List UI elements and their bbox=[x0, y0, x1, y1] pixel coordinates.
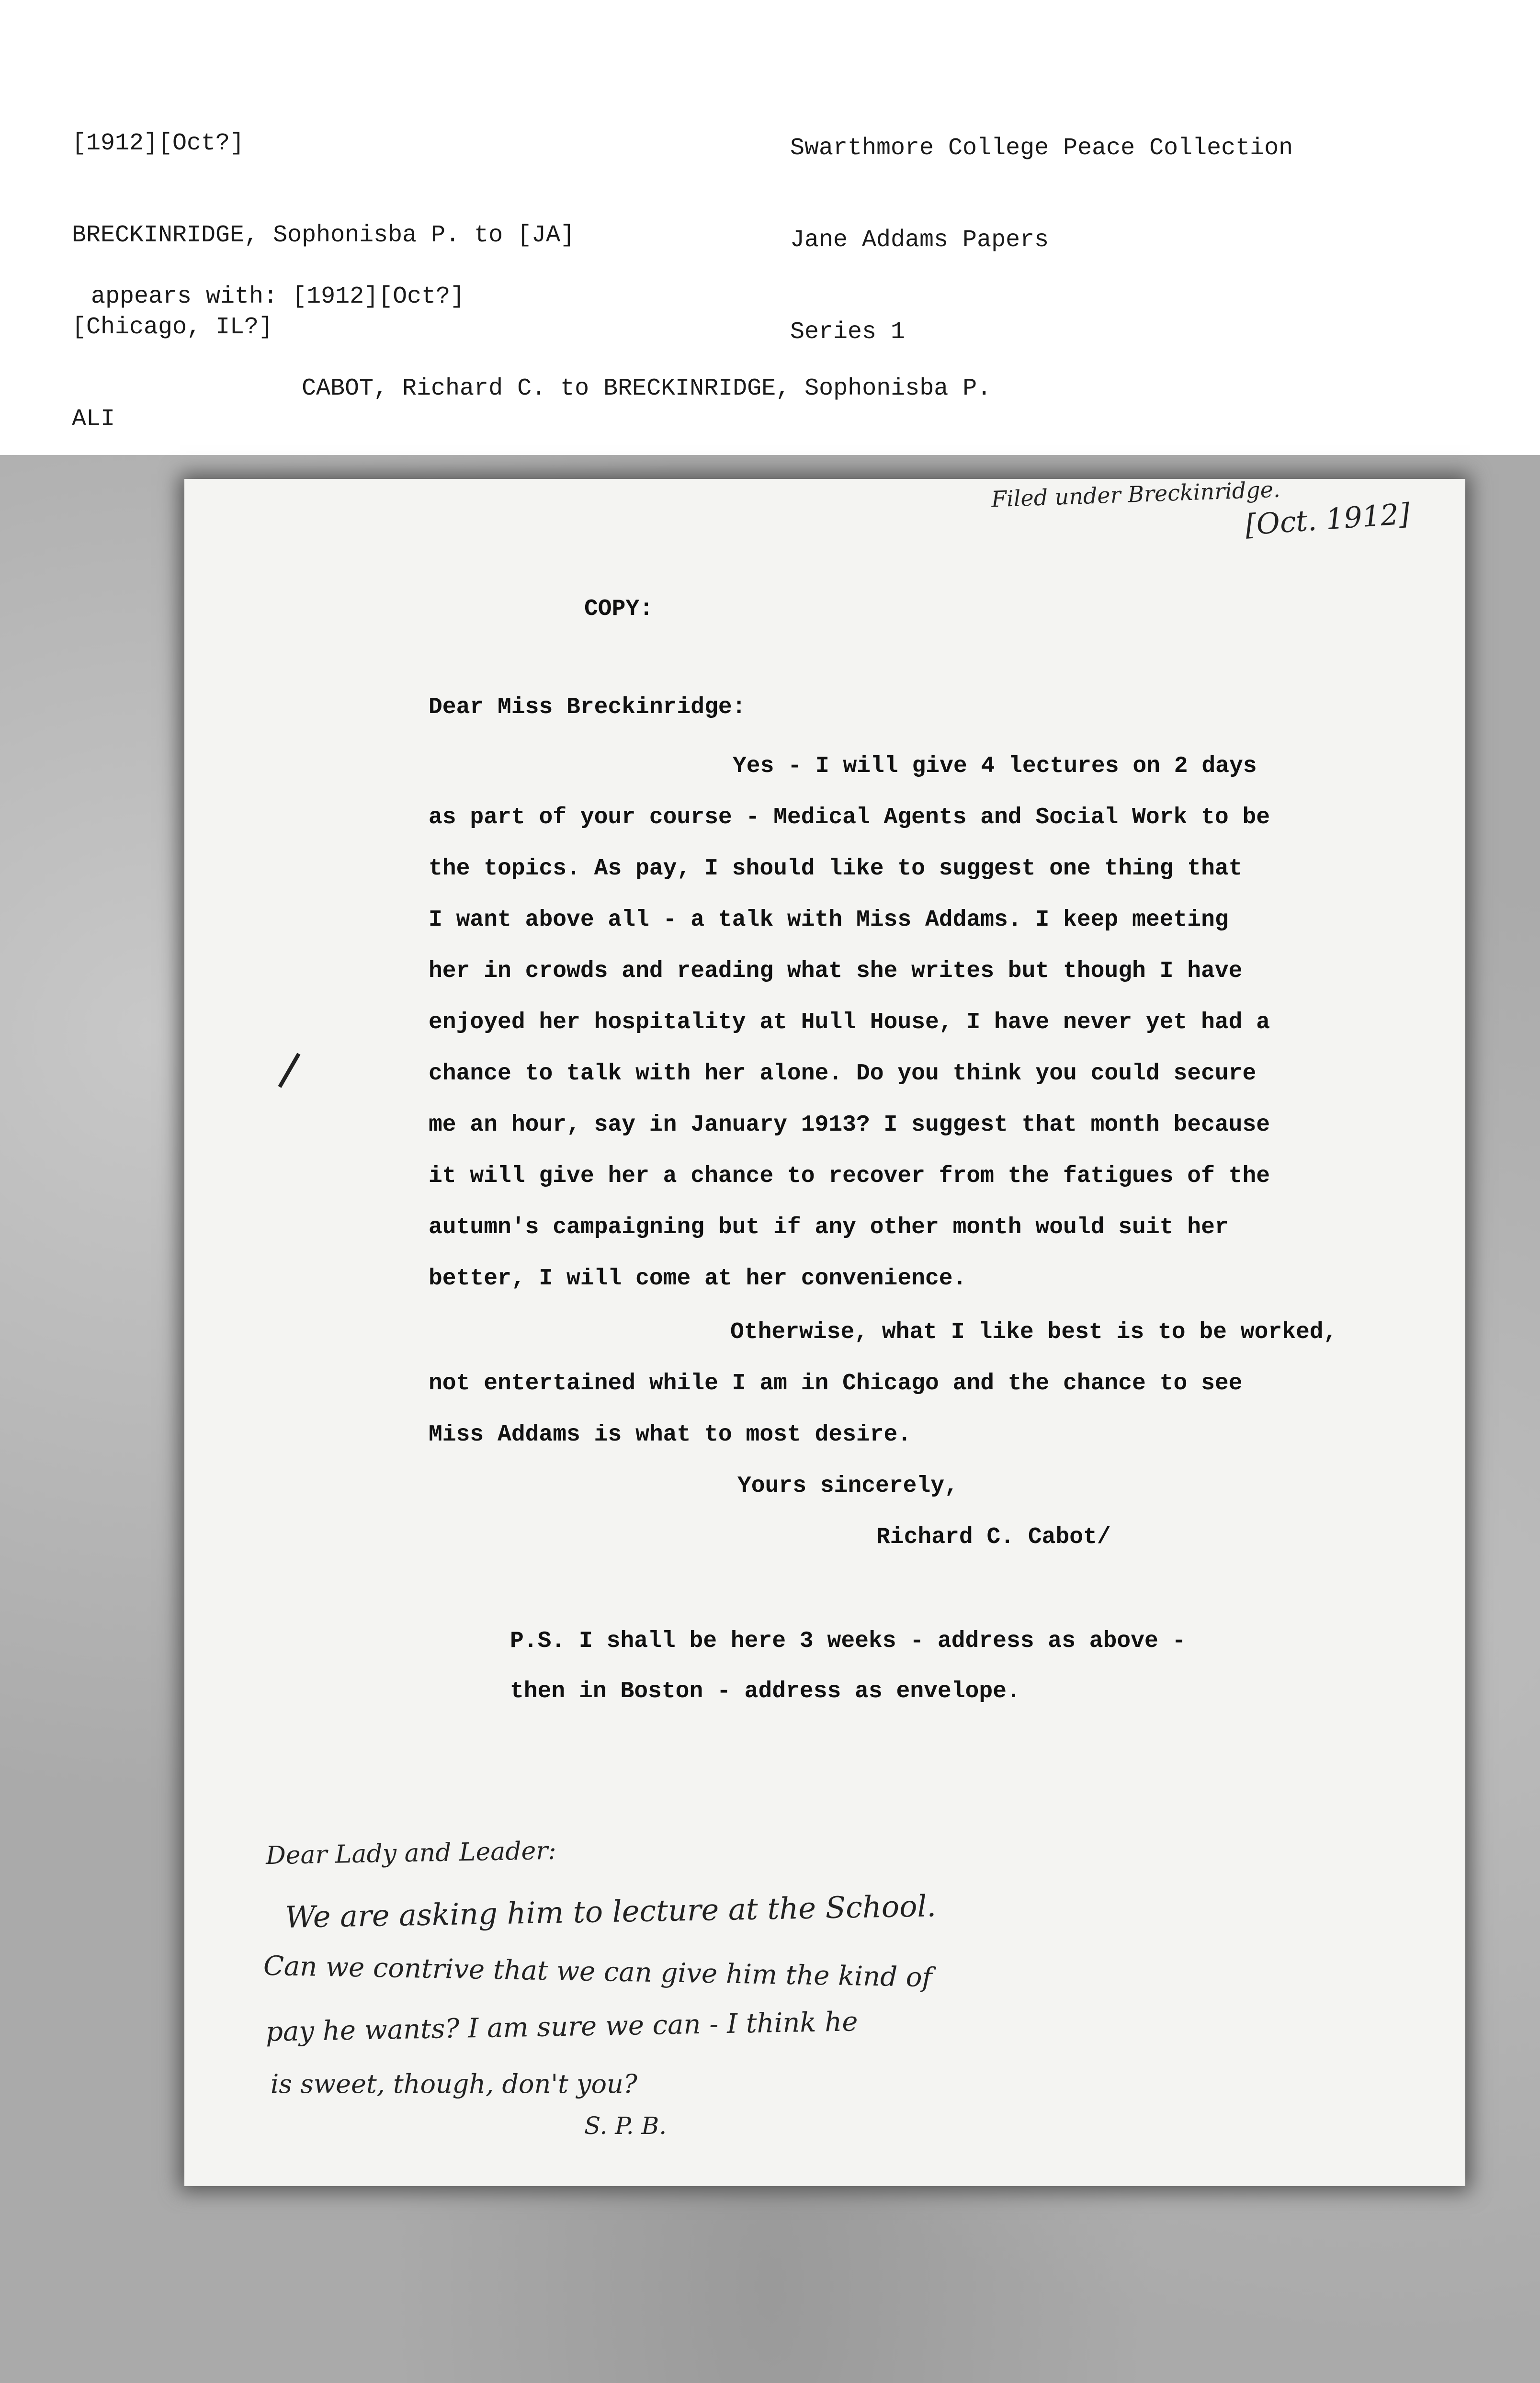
papers-name: Jane Addams Papers bbox=[790, 227, 1049, 254]
letter-line: her in crowds and reading what she writes but though I have bbox=[429, 958, 1243, 984]
letter-line: the topics. As pay, I should like to suggest one thing that bbox=[429, 856, 1243, 882]
series-name: Series 1 bbox=[790, 318, 906, 346]
item-correspondents: BRECKINRIDGE, Sophonisba P. to [JA] bbox=[72, 222, 575, 249]
date-annotation: [Oct. 1912] bbox=[1244, 497, 1411, 542]
item-place: [Chicago, IL?] bbox=[72, 314, 273, 341]
letter-line: Yes - I will give 4 lectures on 2 days bbox=[733, 753, 1257, 779]
letter-line: not entertained while I am in Chicago and the chance to see bbox=[429, 1371, 1243, 1396]
handwritten-line: pay he wants? I am sure we can - I think he bbox=[265, 2006, 858, 2048]
letter-line: me an hour, say in January 1913? I suggest that month because bbox=[429, 1112, 1270, 1138]
appears-correspondents: CABOT, Richard C. to BRECKINRIDGE, Sophonisba P. bbox=[302, 375, 992, 402]
letter-salutation: Dear Miss Breckinridge: bbox=[429, 694, 746, 720]
handwritten-line: is sweet, though, don't you? bbox=[271, 2069, 637, 2099]
letter-line: enjoyed her hospitality at Hull House, I have never yet had a bbox=[429, 1010, 1270, 1035]
letter-line: it will give her a chance to recover from the fatigues of the bbox=[429, 1163, 1270, 1189]
letter-line: Miss Addams is what to most desire. bbox=[429, 1422, 912, 1448]
appears-date: [1912][Oct?] bbox=[292, 283, 465, 310]
letter-line: Otherwise, what I like best is to be worked, bbox=[730, 1319, 1337, 1345]
postscript-line: then in Boston - address as envelope. bbox=[510, 1679, 1020, 1704]
letter-line: I want above all - a talk with Miss Addams. I keep meeting bbox=[429, 907, 1229, 933]
letter-line: better, I will come at her convenience. bbox=[429, 1266, 967, 1292]
letter-line: chance to talk with her alone. Do you think you could secure bbox=[429, 1061, 1257, 1087]
handwritten-initials: S. P. B. bbox=[584, 2112, 667, 2140]
letter-heading: COPY: bbox=[584, 596, 654, 622]
letter-line: autumn's campaigning but if any other month would suit her bbox=[429, 1214, 1229, 1240]
item-date: [1912][Oct?] bbox=[72, 130, 245, 157]
handwritten-line: Can we contrive that we can give him the kind of bbox=[263, 1950, 932, 1994]
item-format: ALI bbox=[72, 406, 115, 433]
catalog-header bbox=[0, 0, 1540, 455]
appears-label: appears with: bbox=[91, 283, 278, 310]
filed-annotation: Filed under Breckinridge. bbox=[991, 476, 1281, 512]
letter-signature: Richard C. Cabot/ bbox=[876, 1524, 1111, 1550]
handwritten-line: Dear Lady and Leader: bbox=[265, 1836, 557, 1871]
postscript-line: P.S. I shall be here 3 weeks - address as above - bbox=[510, 1628, 1186, 1654]
collection-name: Swarthmore College Peace Collection bbox=[790, 135, 1293, 162]
letter-closing: Yours sincerely, bbox=[737, 1473, 958, 1499]
handwritten-line: We are asking him to lecture at the School. bbox=[284, 1888, 937, 1935]
letter-line: as part of your course - Medical Agents and Social Work to be bbox=[429, 805, 1270, 830]
